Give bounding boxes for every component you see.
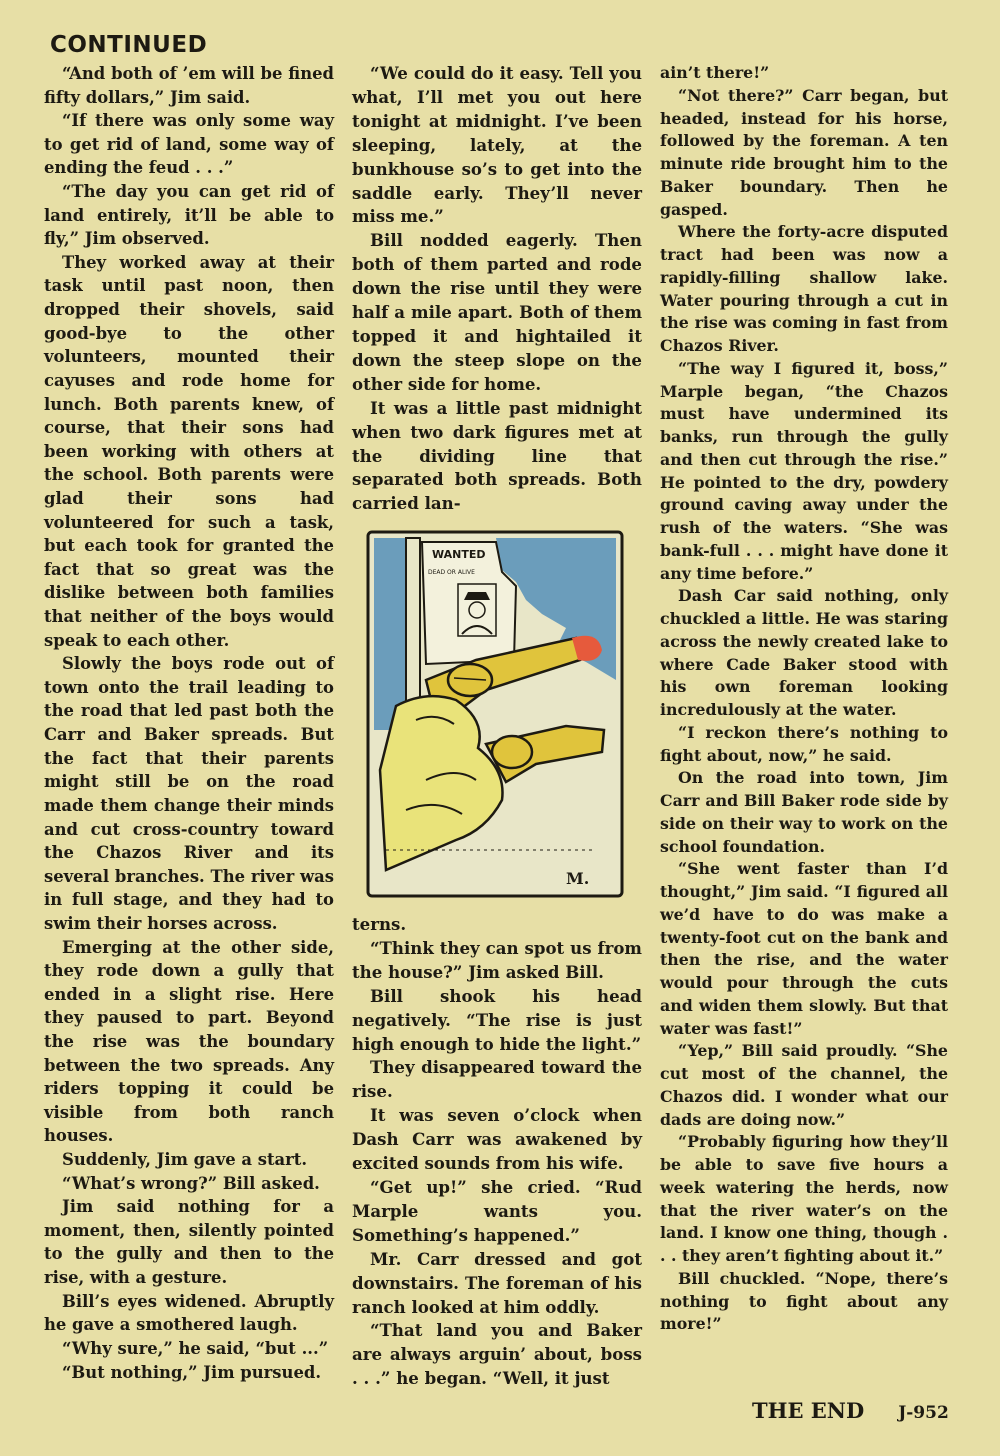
- paragraph: Bill nodded eagerly. Then both of them parted and rode down the rise until they were half a mile apart. Both of them topped it and hightailed it down the steep slope on the other side for home.: [352, 230, 642, 394]
- paragraph: Dash Car said nothing, only chuckled a little. He was staring across the newly created lake to where Cade Baker stood with his own foreman looking incredulously at the water.: [660, 586, 948, 719]
- paragraph: Slowly the boys rode out of town onto the trail leading to the road that led past both the Carr and Baker spreads. But the fact that their parents might still be on the road made them change their minds and cut cross-country toward the Chazos River and its several branches. The river was in full stage, and they had to swim their horses across.: [44, 654, 334, 933]
- paragraph: Jim said nothing for a moment, then, silently pointed to the gully and then to the rise, with a gesture.: [44, 1197, 334, 1288]
- artist-signature: M.: [566, 869, 590, 888]
- paragraph: “I reckon there’s nothing to fight about, now,” he said.: [660, 722, 948, 765]
- paragraph: Bill chuckled. “Nope, there’s nothing to fight about any more!”: [660, 1268, 948, 1334]
- poster-title: WANTED: [432, 548, 486, 561]
- paragraph: “We could do it easy. Tell you what, I’ll met you out here tonight at midnight. I’ve been sleeping, lately, at the bunkhouse so’s to get into the saddle early. They’ll never miss me.”: [352, 63, 642, 227]
- paragraph: Where the forty-acre disputed tract had been was now a rapidly-filling shallow lake. Water pouring through a cut in the rise was coming in fast from Chazos River.: [660, 222, 948, 355]
- story-column-3: [660, 62, 948, 1336]
- paragraph: terns.: [352, 914, 407, 934]
- story-code: J-952: [898, 1403, 949, 1423]
- paragraph: “Why sure,” he said, “but ...”: [62, 1338, 329, 1358]
- paragraph: “Probably figuring how they’ll be able to save five hours a week watering the herds, now that the river water’s on the land. I know one thing, though . . . they aren’t fighting about it.”: [660, 1132, 948, 1265]
- paragraph: “The way I figured it, boss,” Marple began, “the Chazos must have undermined its banks, run through the gully and then cut through the rise.” He pointed to the dry, powdery ground caving away under the rush of the waters. “She was bank-full . . . might have done it any time before.”: [660, 358, 948, 583]
- story-column-2-top: [352, 62, 642, 516]
- paragraph: ain’t there!”: [660, 63, 770, 82]
- paragraph: “That land you and Baker are always arguin’ about, boss . . .” he began. “Well, it just: [352, 1320, 642, 1389]
- paragraph: On the road into town, Jim Carr and Bill Baker rode side by side on their way to work on the school foundation.: [660, 768, 948, 856]
- continued-header: CONTINUED: [50, 32, 208, 58]
- paragraph: “Not there?” Carr began, but headed, instead for his horse, followed by the foreman. A ten minute ride brought him to the Baker boundary. Then he gasped.: [660, 85, 948, 219]
- paragraph: It was a little past midnight when two dark figures met at the dividing line that separated both spreads. Both carried lan-: [352, 397, 642, 514]
- paragraph: “Yep,” Bill said proudly. “She cut most of the channel, the Chazos did. I wonder what our dads are doing now.”: [660, 1041, 948, 1129]
- paragraph: “But nothing,” Jim pursued.: [62, 1362, 322, 1382]
- the-end-label: THE END: [752, 1398, 865, 1423]
- story-column-1: [44, 62, 334, 1384]
- paragraph: Emerging at the other side, they rode down a gully that ended in a slight rise. Here they paused to part. Beyond the rise was the boundary between the two spreads. Any riders topping it could be visible from both ranch houses.: [44, 937, 334, 1146]
- paragraph: “And both of ’em will be fined fifty dollars,” Jim said.: [44, 64, 334, 107]
- paragraph: They worked away at their task until past noon, then dropped their shovels, said good-bye to the other volunteers, mounted their cayuses and rode home for lunch. Both parents knew, of course, that their sons had been working with others at the school. Both parents were glad their sons had volunteered for such a task, but each took for granted the fact that so great was the dislike between both families that neither of the boys would speak to each other.: [44, 252, 334, 650]
- paragraph: Bill shook his head negatively. “The rise is just high enough to hide the light.”: [352, 985, 642, 1054]
- paragraph: “Think they can spot us from the house?” Jim asked Bill.: [352, 937, 642, 982]
- paragraph: It was seven o’clock when Dash Carr was awakened by excited sounds from his wife.: [352, 1105, 642, 1174]
- paragraph: “The day you can get rid of land entirely, it’ll be able to fly,” Jim observed.: [44, 182, 334, 249]
- poster-subtitle: DEAD OR ALIVE: [428, 569, 475, 576]
- paragraph: “If there was only some way to get rid of land, some way of ending the feud . . .”: [44, 111, 334, 178]
- wanted-poster-gun-illustration: [366, 530, 624, 898]
- paragraph: They disappeared toward the rise.: [352, 1057, 642, 1102]
- page-footer: [752, 1398, 949, 1423]
- paragraph: Bill’s eyes widened. Abruptly he gave a smothered laugh.: [44, 1291, 334, 1335]
- paragraph: “Get up!” she cried. “Rud Marple wants you. Something’s happened.”: [352, 1176, 642, 1245]
- paragraph: “She went faster than I’d thought,” Jim said. “I figured all we’d have to do was make a twenty-foot cut on the bank and then the rise, and the water would pour through the cuts and widen them slowly. But that water was fast!”: [660, 859, 948, 1038]
- paragraph: Mr. Carr dressed and got downstairs. The foreman of his ranch looked at him oddly.: [352, 1248, 642, 1317]
- story-column-2-bottom: [352, 913, 642, 1391]
- paragraph: Suddenly, Jim gave a start.: [62, 1150, 308, 1170]
- paragraph: “What’s wrong?” Bill asked.: [62, 1173, 320, 1193]
